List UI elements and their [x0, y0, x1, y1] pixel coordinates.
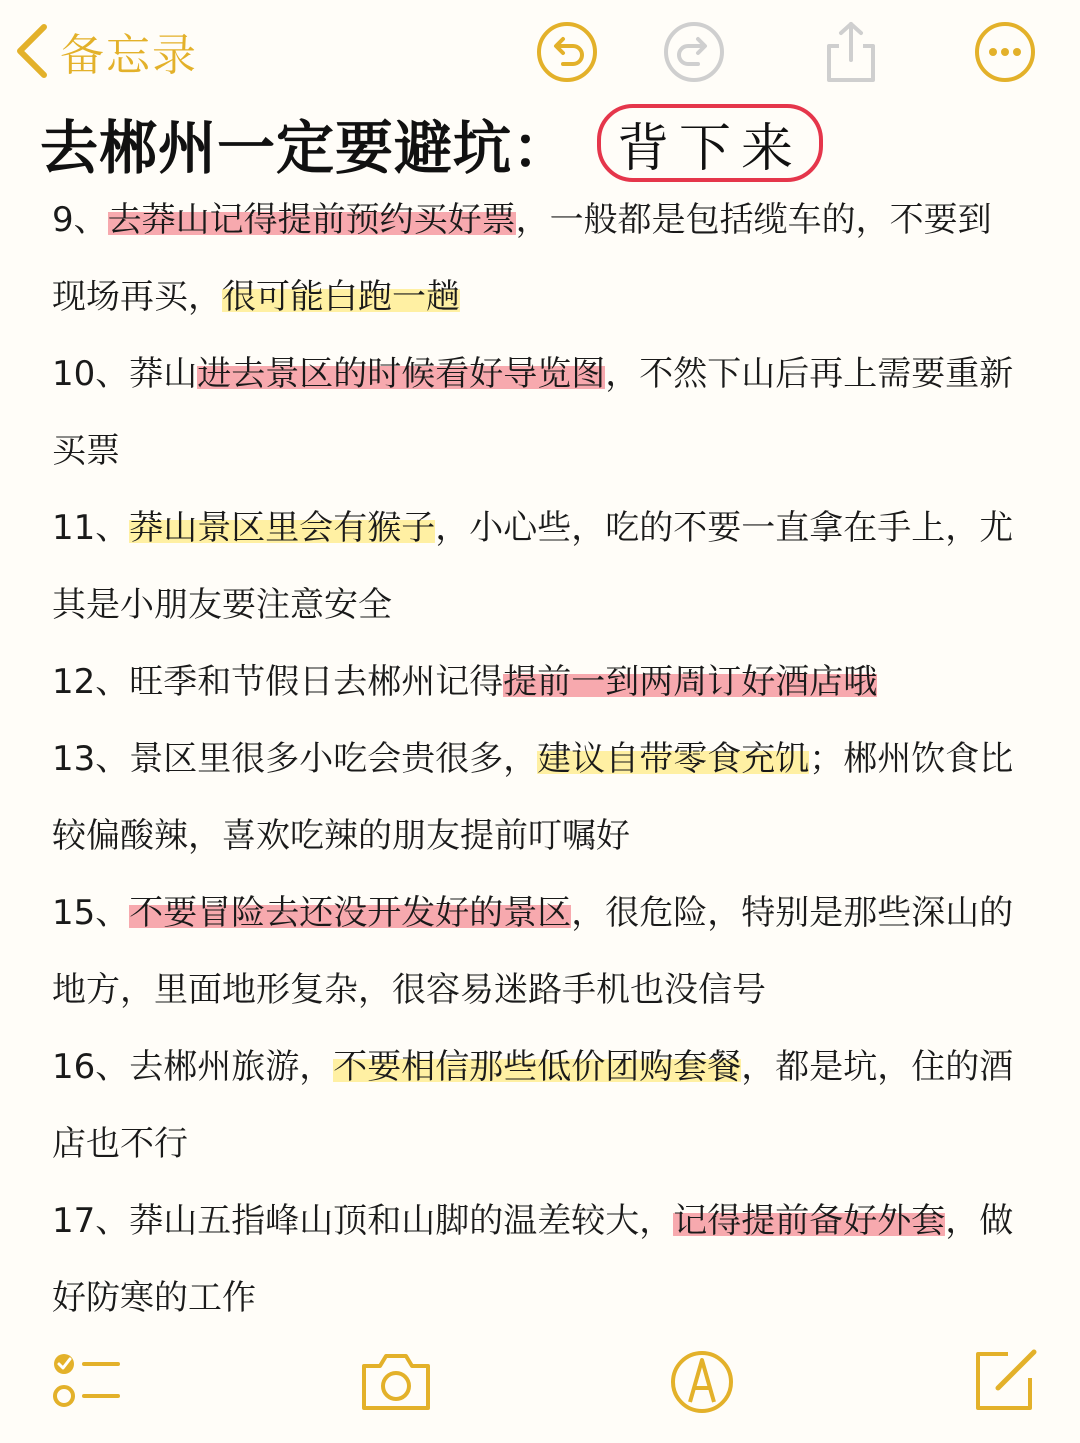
note-line	[52, 413, 1032, 490]
yellow-highlight: 莽山景区里会有猴子	[129, 508, 436, 548]
text-segment: 较偏酸辣，喜欢吃辣的朋友提前叮嘱好	[52, 816, 630, 856]
top-toolbar	[0, 0, 1080, 100]
bottom-toolbar	[0, 1330, 1080, 1440]
redo-icon[interactable]	[662, 20, 726, 84]
text-segment: 店也不行	[52, 1124, 188, 1164]
pink-highlight: 去莽山记得提前预约买好票	[107, 200, 516, 240]
note-title-row	[40, 100, 823, 186]
note-line	[52, 182, 1032, 259]
text-segment: ，做	[945, 1201, 1014, 1241]
text-segment: ；郴州饮食比	[809, 739, 1014, 779]
compose-icon[interactable]	[968, 1342, 1044, 1418]
note-line	[52, 1260, 1032, 1337]
checklist-icon[interactable]	[48, 1342, 124, 1418]
camera-icon[interactable]	[358, 1342, 434, 1418]
note-line	[52, 336, 1032, 413]
note-line	[52, 875, 1032, 952]
note-line	[52, 721, 1032, 798]
text-segment: 12、旺季和节假日去郴州记得	[52, 662, 504, 702]
text-segment: ，都是坑，住的酒	[741, 1047, 1014, 1087]
chevron-left-icon	[14, 23, 50, 79]
text-segment: 现场再买，	[52, 277, 222, 317]
text-segment: 地方，里面地形复杂，很容易迷路手机也没信号	[52, 970, 766, 1010]
note-line	[52, 567, 1032, 644]
note-line	[52, 952, 1032, 1029]
back-label: 备忘录	[60, 30, 198, 81]
yellow-highlight: 很可能白跑一趟	[222, 277, 460, 317]
text-segment: 16、去郴州旅游，	[52, 1047, 334, 1087]
note-line	[52, 1029, 1032, 1106]
text-segment: 15、	[52, 893, 130, 933]
text-segment: 10、莽山	[52, 354, 198, 394]
title-stamp: 背下来	[597, 104, 823, 182]
text-segment: ，一般都是包括缆车的，不要到	[515, 200, 992, 240]
text-segment: ，很危险，特别是那些深山的	[571, 893, 1014, 933]
note-body[interactable]	[52, 182, 1032, 1337]
text-segment: 13、景区里很多小吃会贵很多，	[52, 739, 538, 779]
text-segment: ，小心些，吃的不要一直拿在手上，尤	[435, 508, 1014, 548]
pink-highlight: 提前一到两周订好酒店哦	[503, 662, 878, 702]
text-segment: 17、莽山五指峰山顶和山脚的温差较大，	[52, 1201, 674, 1241]
pink-highlight: 记得提前备好外套	[673, 1201, 946, 1241]
markup-icon[interactable]	[664, 1342, 740, 1418]
note-line	[52, 1183, 1032, 1260]
text-segment: 买票	[52, 431, 120, 471]
text-segment: 其是小朋友要注意安全	[52, 585, 392, 625]
text-segment: ，不然下山后再上需要重新	[605, 354, 1014, 394]
text-segment: 11、	[52, 508, 130, 548]
pink-highlight: 不要冒险去还没开发好的景区	[129, 893, 572, 933]
undo-icon[interactable]	[535, 20, 599, 84]
note-line	[52, 490, 1032, 567]
yellow-highlight: 不要相信那些低价团购套餐	[333, 1047, 742, 1087]
note-line	[52, 644, 1032, 721]
text-segment: 9、	[52, 200, 108, 240]
pink-highlight: 进去景区的时候看好导览图	[197, 354, 606, 394]
note-title: 去郴州一定要避坑：	[40, 114, 572, 182]
back-button[interactable]	[14, 18, 198, 84]
note-line	[52, 259, 1032, 336]
note-line	[52, 798, 1032, 875]
share-icon[interactable]	[819, 20, 883, 84]
more-icon[interactable]	[973, 20, 1037, 84]
yellow-highlight: 建议自带零食充饥	[537, 739, 810, 779]
text-segment: 好防寒的工作	[52, 1278, 256, 1318]
note-line	[52, 1106, 1032, 1183]
